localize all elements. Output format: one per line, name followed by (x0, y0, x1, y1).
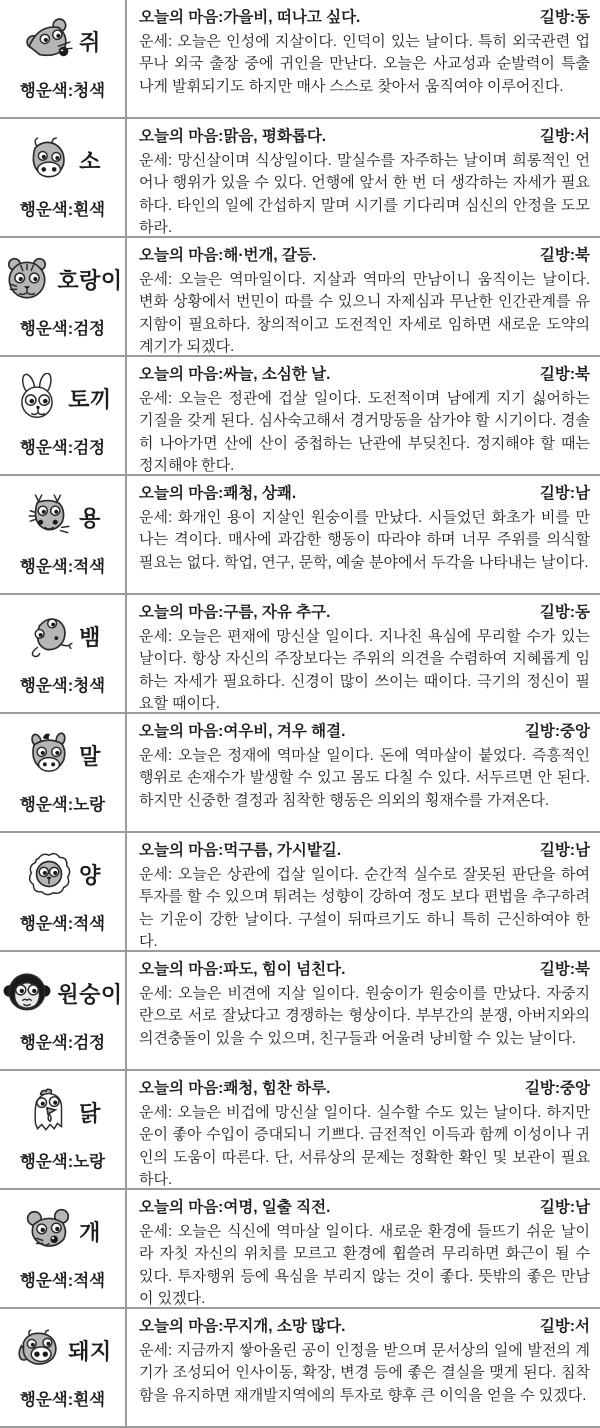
animal-name: 원숭이 (57, 981, 123, 1007)
lucky-color-label: 행운색: (19, 1153, 74, 1171)
direction-value: 서 (575, 128, 590, 145)
zodiac-row-rabbit (0, 357, 600, 476)
direction (540, 960, 590, 980)
zodiac-row-rooster (0, 1071, 600, 1190)
fortune-body: 오늘은 편재에 망신살 일이다. 지나친 욕심에 무리할 수가 있는 날이다. 항상 자신의 주장보다는 주위의 의견을 수렴하여 지혜롭게 임하는 자세가 필요하다. 신경이 많이 쓰이는 때이다. 극기의 정신이 필요할 때이다. (139, 628, 590, 713)
snake-icon (24, 611, 74, 661)
animal-name: 양 (79, 862, 101, 888)
rooster-icon (24, 1087, 74, 1137)
animal-name: 뱀 (79, 624, 101, 650)
animal-cell (0, 952, 127, 1069)
lucky-color-value: 검정 (73, 320, 106, 338)
fortune-cell (127, 0, 600, 117)
fortune-label: 운세: (139, 1342, 177, 1359)
mood-label: 오늘의 마음: (139, 247, 224, 264)
fortune-text (139, 31, 590, 98)
lucky-color (20, 1029, 105, 1053)
direction-value: 남 (575, 842, 590, 859)
fortune-text (139, 1340, 590, 1407)
horse-icon (24, 730, 74, 780)
lucky-color-label: 행운색: (19, 201, 74, 219)
fortune-body: 오늘은 식신에 역마살 일이다. 새로운 환경에 들뜨기 쉬운 날이라 자칫 자신의 위치를 모르고 환경에 휩쓸려 무리하면 화근이 될 수 있다. 투자행위 등에 욕심을 부리지 않는 것이 좋다. 뜻밖의 좋은 만남이 있겠다. (139, 1223, 590, 1308)
animal-cell (0, 476, 127, 593)
mood (139, 1079, 330, 1099)
animal-cell (0, 833, 127, 950)
fortune-text (139, 1102, 590, 1190)
lucky-color-value: 적색 (73, 558, 106, 576)
direction-value: 남 (575, 485, 590, 502)
mood-label: 오늘의 마음: (139, 1199, 224, 1216)
lucky-color (20, 910, 105, 934)
animal-name: 쥐 (79, 29, 101, 55)
fortune-body: 오늘은 정관에 겁살 일이다. 도전적이며 남에게 지기 싫어하는 기질을 갖게 된다. 심사숙고해서 경거망동을 삼가야 할 시기이다. 경솔히 나아가면 산에 산이 중첩하는 난관에 부딪친다. 정지해야 할 때는 정지해야 한다. (139, 390, 590, 475)
mood (139, 1198, 330, 1218)
animal-name: 용 (79, 505, 101, 531)
pig-icon (13, 1325, 63, 1375)
animal-cell (0, 714, 127, 831)
mood (139, 8, 360, 28)
zodiac-row-horse (0, 714, 600, 833)
mood-label: 오늘의 마음: (139, 366, 224, 383)
fortune-text (139, 864, 590, 952)
lucky-color-label: 행운색: (19, 558, 74, 576)
lucky-color-value: 흰색 (73, 201, 106, 219)
direction-label: 길방: (539, 247, 576, 264)
fortune-text (139, 626, 590, 714)
direction (540, 1317, 590, 1337)
fortune-cell (127, 595, 600, 712)
fortune-cell (127, 119, 600, 236)
mood-value: 파도, 힘이 넘친다. (223, 961, 346, 978)
lucky-color-value: 노랑 (73, 1153, 106, 1171)
direction-value: 북 (575, 366, 590, 383)
animal-cell (0, 1190, 127, 1307)
fortune-body: 오늘은 정재에 역마살 일이다. 돈에 역마살이 붙었다. 즉흥적인 행위로 손재수가 발생할 수 있고 몸도 다칠 수 있다. 서두르면 안 된다. 하지만 신중한 결정과 침착한 행동은 의외의 횡재수를 가져온다. (139, 747, 590, 809)
lucky-color-label: 행운색: (19, 677, 74, 695)
animal-cell (0, 119, 127, 236)
zodiac-row-rat (0, 0, 600, 119)
direction-label: 길방: (539, 1199, 576, 1216)
mood (139, 246, 316, 266)
lucky-color-value: 청색 (73, 677, 106, 695)
direction-value: 북 (575, 247, 590, 264)
mood (139, 1317, 345, 1337)
lucky-color-value: 흰색 (73, 1391, 106, 1409)
mood-label: 오늘의 마음: (139, 128, 224, 145)
direction-value: 동 (575, 604, 590, 621)
mood-label: 오늘의 마음: (139, 604, 224, 621)
direction-label: 길방: (539, 961, 576, 978)
direction-label: 길방: (539, 366, 576, 383)
fortune-label: 운세: (139, 152, 178, 169)
fortune-body: 오늘은 상관에 겁살 일이다. 순간적 실수로 잘못된 판단을 하여 투자를 할 수 있으며 튀려는 성향이 강하여 정도 보다 편법을 추구하려는 기운이 강한 날이다. 구설이 뒤따르기도 하니 특히 근신하여야 한다. (139, 866, 590, 951)
direction (540, 246, 590, 266)
lucky-color-value: 적색 (73, 915, 106, 933)
fortune-text (139, 745, 590, 812)
animal-name: 개 (79, 1219, 101, 1245)
direction-label: 길방: (539, 1318, 576, 1335)
fortune-body: 오늘은 비겁에 망신살 일이다. 실수할 수도 있는 날이다. 하지만 운이 좋아 수입이 증대되니 기쁘다. 금전적인 이득과 함께 이성이나 귀인의 도움이 따른다. 단, 서류상의 문제는 정확한 확인 및 보관이 필요하다. (139, 1104, 590, 1189)
direction (525, 1079, 590, 1099)
lucky-color-value: 청색 (73, 82, 106, 100)
mood-value: 싸늘, 소심한 날. (223, 366, 331, 383)
lucky-color-label: 행운색: (19, 439, 74, 457)
lucky-color-label: 행운색: (19, 82, 74, 100)
fortune-cell (127, 357, 600, 474)
fortune-label: 운세: (139, 390, 179, 407)
zodiac-row-ox (0, 119, 600, 238)
dragon-icon (24, 492, 74, 542)
zodiac-row-sheep (0, 833, 600, 952)
direction (540, 603, 590, 623)
zodiac-row-dog (0, 1190, 600, 1309)
mood (139, 960, 345, 980)
fortune-text (139, 150, 590, 238)
dog-icon (24, 1206, 74, 1256)
mood-label: 오늘의 마음: (139, 723, 224, 740)
lucky-color (20, 1386, 105, 1410)
animal-cell (0, 1071, 127, 1188)
lucky-color-label: 행운색: (19, 915, 74, 933)
lucky-color (20, 1267, 105, 1291)
zodiac-row-snake (0, 595, 600, 714)
fortune-body: 화개인 용이 지살인 원숭이를 만났다. 시들었던 화초가 비를 만나는 격이다. 매사에 과감한 행동이 따라야 하며 너무 주위를 의식할 필요는 없다. 학업, 연구, 문학, 예술 분야에서 두각을 나타내는 날이다. (139, 509, 590, 571)
fortune-cell (127, 1309, 600, 1426)
fortune-text (139, 388, 590, 476)
ox-icon (24, 135, 74, 185)
fortune-label: 운세: (139, 628, 178, 645)
lucky-color (20, 434, 105, 458)
direction-label: 길방: (524, 1080, 561, 1097)
animal-cell (0, 357, 127, 474)
mood-value: 무지개, 소망 많다. (223, 1318, 346, 1335)
fortune-label: 운세: (139, 509, 178, 526)
fortune-cell (127, 476, 600, 593)
direction (540, 365, 590, 385)
direction-label: 길방: (539, 9, 576, 26)
fortune-label: 운세: (139, 985, 179, 1002)
animal-cell (0, 1309, 127, 1426)
lucky-color (20, 196, 105, 220)
fortune-label: 운세: (139, 866, 178, 883)
lucky-color-label: 행운색: (19, 320, 74, 338)
mood-label: 오늘의 마음: (139, 961, 224, 978)
fortune-body: 망신살이며 식상일이다. 말실수를 자주하는 날이며 희롱적인 언어나 행위가 있을 수 있다. 언행에 앞서 한 번 더 생각하는 자세가 필요하다. 타인의 일에 간섭하지 말며 시기를 기다리며 심신의 안정을 도모하라. (139, 152, 590, 237)
rat-icon (24, 16, 74, 66)
fortune-label: 운세: (139, 271, 179, 288)
mood-label: 오늘의 마음: (139, 9, 224, 26)
lucky-color-label: 행운색: (19, 1272, 74, 1290)
direction-value: 중앙 (560, 1080, 590, 1097)
animal-name: 말 (79, 743, 101, 769)
mood (139, 127, 326, 147)
lucky-color-value: 검정 (73, 439, 106, 457)
mood (139, 603, 330, 623)
direction-value: 서 (575, 1318, 590, 1335)
direction (540, 127, 590, 147)
mood-label: 오늘의 마음: (139, 485, 224, 502)
fortune-label: 운세: (139, 33, 178, 50)
fortune-body: 지금까지 쌓아올린 공이 인정을 받으며 문서상의 일에 발전의 계기가 조성되어 인사이동, 확장, 변경 등에 좋은 결실을 맺게 된다. 침착함을 유지하면 재개발지역에의 투자로 향후 큰 이익을 얻을 수 있겠다. (139, 1342, 590, 1404)
direction-value: 중앙 (560, 723, 590, 740)
mood-value: 맑음, 평화롭다. (223, 128, 327, 145)
direction-label: 길방: (524, 723, 561, 740)
direction (540, 8, 590, 28)
animal-cell (0, 0, 127, 117)
mood (139, 484, 296, 504)
fortune-body: 오늘은 비견에 지살 일이다. 원숭이가 원숭이를 만났다. 자중지란으로 서로 잘났다고 경쟁하는 형상이다. 부부간의 분쟁, 아버지와의 의견충돌이 있을 수 있으며, 친구들과 어울려 낭비할 수 있는 날이다. (139, 985, 590, 1047)
fortune-text (139, 1221, 590, 1309)
fortune-label: 운세: (139, 1223, 178, 1240)
mood (139, 722, 345, 742)
direction (540, 841, 590, 861)
animal-name: 소 (79, 148, 101, 174)
mood-value: 여우비, 겨우 해결. (223, 723, 346, 740)
direction-label: 길방: (539, 128, 576, 145)
monkey-icon (2, 968, 52, 1018)
animal-cell (0, 595, 127, 712)
fortune-label: 운세: (139, 747, 179, 764)
lucky-color-value: 적색 (73, 1272, 106, 1290)
lucky-color-label: 행운색: (19, 1391, 74, 1409)
lucky-color (20, 672, 105, 696)
fortune-text (139, 983, 590, 1050)
zodiac-row-dragon (0, 476, 600, 595)
mood (139, 841, 341, 861)
mood-value: 먹구름, 가시밭길. (223, 842, 342, 859)
lucky-color (20, 315, 105, 339)
direction-value: 북 (575, 961, 590, 978)
tiger-icon (2, 254, 52, 304)
mood-value: 해·번개, 갈등. (223, 247, 317, 264)
direction-label: 길방: (539, 842, 576, 859)
mood-value: 쾌청, 상쾌. (223, 485, 297, 502)
mood-value: 쾌청, 힘찬 하루. (223, 1080, 331, 1097)
rabbit-icon (13, 373, 63, 423)
fortune-cell (127, 714, 600, 831)
sheep-icon (24, 849, 74, 899)
zodiac-row-monkey (0, 952, 600, 1071)
animal-name: 닭 (79, 1100, 101, 1126)
mood-label: 오늘의 마음: (139, 1080, 224, 1097)
lucky-color (20, 77, 105, 101)
lucky-color-label: 행운색: (19, 796, 74, 814)
lucky-color-label: 행운색: (19, 1034, 74, 1052)
zodiac-row-tiger (0, 238, 600, 357)
fortune-text (139, 269, 590, 357)
animal-name: 호랑이 (57, 267, 123, 293)
mood-value: 가을비, 떠나고 싶다. (223, 9, 361, 26)
animal-name: 돼지 (68, 1338, 112, 1364)
fortune-cell (127, 833, 600, 950)
direction-label: 길방: (539, 485, 576, 502)
mood-label: 오늘의 마음: (139, 842, 224, 859)
fortune-body: 오늘은 역마일이다. 지살과 역마의 만남이니 움직이는 날이다. 변화 상황에서 번민이 따를 수 있으니 자제심과 무난한 인간관계를 유지함이 필요하다. 창의적이고 도전적인 자세로 임하면 새로운 도약의 계기가 되겠다. (139, 271, 591, 356)
direction-label: 길방: (539, 604, 576, 621)
zodiac-row-pig (0, 1309, 600, 1428)
direction-value: 동 (575, 9, 590, 26)
lucky-color (20, 553, 105, 577)
mood-label: 오늘의 마음: (139, 1318, 224, 1335)
fortune-cell (127, 952, 600, 1069)
fortune-label: 운세: (139, 1104, 178, 1121)
fortune-cell (127, 1190, 600, 1307)
direction (540, 484, 590, 504)
mood-value: 여명, 일출 직전. (223, 1199, 331, 1216)
mood (139, 365, 330, 385)
lucky-color (20, 1148, 105, 1172)
fortune-text (139, 507, 590, 574)
direction-value: 남 (575, 1199, 590, 1216)
lucky-color-value: 검정 (73, 1034, 106, 1052)
lucky-color (20, 791, 105, 815)
mood-value: 구름, 자유 추구. (223, 604, 331, 621)
animal-cell (0, 238, 127, 355)
animal-name: 토끼 (68, 386, 112, 412)
fortune-body: 오늘은 인성에 지살이다. 인덕이 있는 날이다. 특히 외국관련 업무나 외국 출장 중에 귀인을 만난다. 오늘은 사교성과 순발력이 특출 나게 발휘되기도 하지만 매사 스스로 찾아서 움직여야 이루어진다. (139, 33, 590, 95)
direction (540, 1198, 590, 1218)
fortune-cell (127, 1071, 600, 1188)
fortune-cell (127, 238, 600, 355)
direction (525, 722, 590, 742)
lucky-color-value: 노랑 (73, 796, 106, 814)
